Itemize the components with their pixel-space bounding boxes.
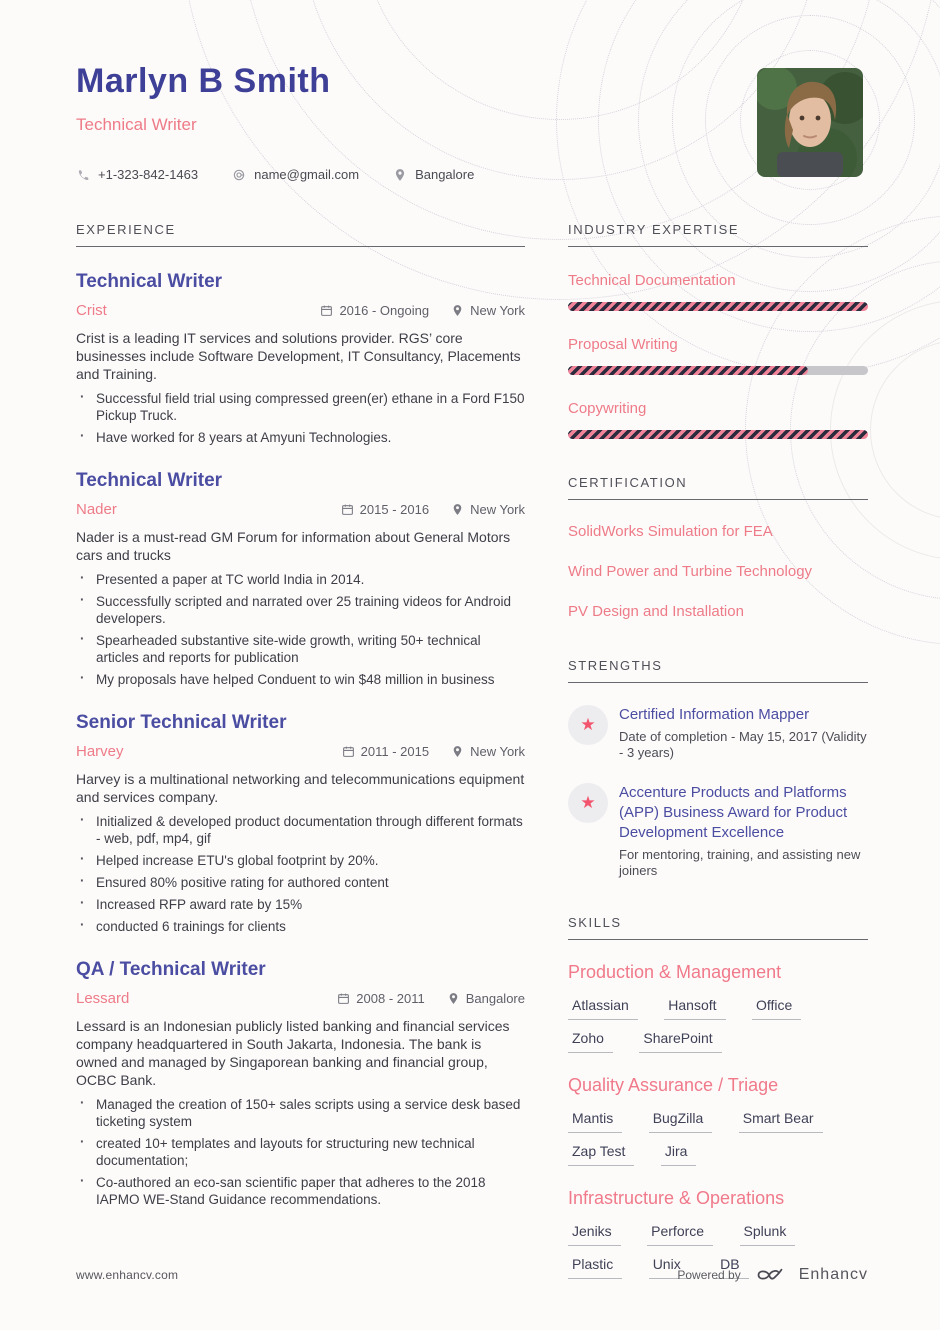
job-bullet: · created 10+ templates and layouts for structuring new technical documentation; <box>76 1135 525 1169</box>
strength-item <box>568 783 868 879</box>
skill-category: Quality Assurance / Triage <box>568 1075 779 1095</box>
job-location: Bangalore <box>447 991 525 1006</box>
location-contact <box>393 167 474 182</box>
skill-item: Smart Bear <box>739 1100 823 1133</box>
certification-heading: CERTIFICATION <box>568 475 868 500</box>
skill-item: Plastic <box>568 1246 622 1279</box>
footer <box>76 1266 868 1284</box>
location-value: Bangalore <box>415 167 475 182</box>
job-bullet: · Ensured 80% positive rating for authored content <box>76 874 525 891</box>
job-description: Nader is a must-read GM Forum for information about General Motors cars and trucks <box>76 529 511 563</box>
company-name: Harvey <box>76 743 124 760</box>
skill-item: Hansoft <box>664 987 725 1020</box>
job-location: New York <box>451 744 525 759</box>
skill-item: Perforce <box>647 1213 713 1246</box>
job-bullet: · Initialized & developed product documentation through different formats - web, pdf, mp4, gif <box>76 813 525 847</box>
location-pin-icon <box>393 168 407 182</box>
job-dates: 2011 - 2015 <box>342 744 429 759</box>
skill-item: Zap Test <box>568 1133 634 1166</box>
expertise-label: Proposal Writing <box>568 336 678 353</box>
job-bullets <box>76 390 525 446</box>
skill-item: Jira <box>661 1133 697 1166</box>
header <box>76 62 868 192</box>
experience-heading: EXPERIENCE <box>76 222 525 247</box>
skill-category: Infrastructure & Operations <box>568 1188 785 1208</box>
skill-item: Unix <box>649 1246 690 1279</box>
phone-value: +1-323-842-1463 <box>98 167 199 182</box>
skill-item: Atlassian <box>568 987 638 1020</box>
skill-item: Mantis <box>568 1100 622 1133</box>
skills-section <box>568 915 868 1279</box>
job-bullet: · Successful field trial using compressed green(er) ethane in a Ford F150 Pickup Truck. <box>76 390 525 424</box>
job-title: QA / Technical Writer <box>76 959 266 980</box>
job-bullets <box>76 813 525 935</box>
certification-item: PV Design and Installation <box>568 603 744 620</box>
strengths-section <box>568 658 868 879</box>
location-pin-icon <box>447 992 460 1005</box>
strength-title: Accenture Products and Platforms (APP) Business Award for Product Development Excellence <box>619 784 848 841</box>
person-headline: Technical Writer <box>76 115 197 134</box>
email-contact <box>232 167 359 182</box>
email-icon <box>232 168 246 182</box>
phone-icon <box>76 168 90 182</box>
expertise-label: Technical Documentation <box>568 272 736 289</box>
skill-category: Production & Management <box>568 962 782 982</box>
company-name: Crist <box>76 302 107 319</box>
job-description: Lessard is an Indonesian publicly listed banking and financial services company headquartered in South Jakarta, Indonesia. The bank is owned and managed by Singaporean banking and financial group, OCBC Bank. <box>76 1018 510 1088</box>
job-bullet: · Successfully scripted and narrated over 25 training videos for Android developers. <box>76 593 525 627</box>
job-bullets <box>76 571 525 688</box>
profile-photo-image <box>757 68 863 177</box>
skill-item: Office <box>752 987 801 1020</box>
job-bullet: · Managed the creation of 150+ sales scripts using a service desk based ticketing system <box>76 1096 525 1130</box>
job-location: New York <box>451 502 525 517</box>
expertise-item <box>568 400 868 439</box>
experience-entry <box>76 470 525 688</box>
calendar-icon <box>320 304 333 317</box>
experience-entry <box>76 959 525 1208</box>
job-bullet: · Increased RFP award rate by 15% <box>76 896 525 913</box>
strength-item <box>568 705 868 761</box>
star-icon: ★ <box>568 705 608 745</box>
job-dates: 2016 - Ongoing <box>320 303 429 318</box>
company-name: Lessard <box>76 990 130 1007</box>
expertise-bar <box>568 366 868 375</box>
certification-section <box>568 475 868 620</box>
profile-photo <box>757 68 863 177</box>
skill-item: Zoho <box>568 1020 613 1053</box>
expertise-bar-fill <box>568 302 868 311</box>
expertise-bar <box>568 430 868 439</box>
contact-row <box>76 167 868 182</box>
job-bullet: · conducted 6 trainings for clients <box>76 918 525 935</box>
experience-entry <box>76 712 525 935</box>
expertise-bar-fill <box>568 430 868 439</box>
job-dates: 2015 - 2016 <box>341 502 429 517</box>
phone-contact <box>76 167 198 182</box>
email-value: name@gmail.com <box>254 167 360 182</box>
brand-name[interactable]: Enhancv <box>798 1266 868 1283</box>
certification-item: Wind Power and Turbine Technology <box>568 563 813 580</box>
skill-items <box>568 1100 868 1166</box>
skill-item: Splunk <box>740 1213 796 1246</box>
job-bullet: · Spearheaded substantive site-wide growth, writing 50+ technical articles and reports for publication <box>76 632 525 666</box>
calendar-icon <box>341 503 354 516</box>
strength-description: For mentoring, training, and assisting new joiners <box>619 847 861 878</box>
job-bullet: · Co-authored an eco-san scientific paper that adheres to the 2018 IAPMO WE-Stand Guidance recommendations. <box>76 1174 525 1208</box>
experience-entry <box>76 271 525 446</box>
skill-item: SharePoint <box>639 1020 721 1053</box>
calendar-icon <box>337 992 350 1005</box>
job-description: Harvey is a multinational networking and telecommunications equipment and services company. <box>76 771 525 805</box>
job-bullet: · Helped increase ETU's global footprint by 20%. <box>76 852 525 869</box>
job-description: Crist is a leading IT services and solutions provider. RGS’ core businesses include Software Development, IT Consultancy, Placements and Training. <box>76 330 521 382</box>
calendar-icon <box>342 745 355 758</box>
location-pin-icon <box>451 503 464 516</box>
skills-heading: SKILLS <box>568 915 868 940</box>
industry-expertise-heading: INDUSTRY EXPERTISE <box>568 222 868 247</box>
job-dates: 2008 - 2011 <box>337 991 424 1006</box>
strength-description: Date of completion - May 15, 2017 (Validity - 3 years) <box>619 729 867 760</box>
industry-expertise-section <box>568 222 868 439</box>
job-title: Technical Writer <box>76 470 223 491</box>
expertise-bar-fill <box>568 366 808 375</box>
skill-item: DB <box>716 1246 748 1279</box>
experience-section <box>76 222 525 1279</box>
location-pin-icon <box>451 304 464 317</box>
star-icon: ★ <box>568 783 608 823</box>
job-bullet: · Have worked for 8 years at Amyuni Technologies. <box>76 429 525 446</box>
expertise-bar <box>568 302 868 311</box>
enhancv-logo <box>755 1266 785 1284</box>
skill-items <box>568 987 868 1053</box>
job-bullet: · My proposals have helped Conduent to win $48 million in business <box>76 671 525 688</box>
job-bullet: · Presented a paper at TC world India in 2014. <box>76 571 525 588</box>
location-pin-icon <box>451 745 464 758</box>
strengths-heading: STRENGTHS <box>568 658 868 683</box>
job-location: New York <box>451 303 525 318</box>
skill-item: Jeniks <box>568 1213 621 1246</box>
expertise-label: Copywriting <box>568 400 647 417</box>
skill-item: BugZilla <box>649 1100 713 1133</box>
powered-by-label: Powered by <box>677 1268 741 1282</box>
job-bullets <box>76 1096 525 1208</box>
company-name: Nader <box>76 501 117 518</box>
person-name: Marlyn B Smith <box>76 62 331 100</box>
strength-title: Certified Information Mapper <box>619 706 810 723</box>
certification-item: SolidWorks Simulation for FEA <box>568 523 773 540</box>
expertise-item <box>568 272 868 311</box>
job-title: Technical Writer <box>76 271 223 292</box>
job-title: Senior Technical Writer <box>76 712 287 733</box>
expertise-item <box>568 336 868 375</box>
website-link[interactable]: www.enhancv.com <box>76 1268 179 1282</box>
